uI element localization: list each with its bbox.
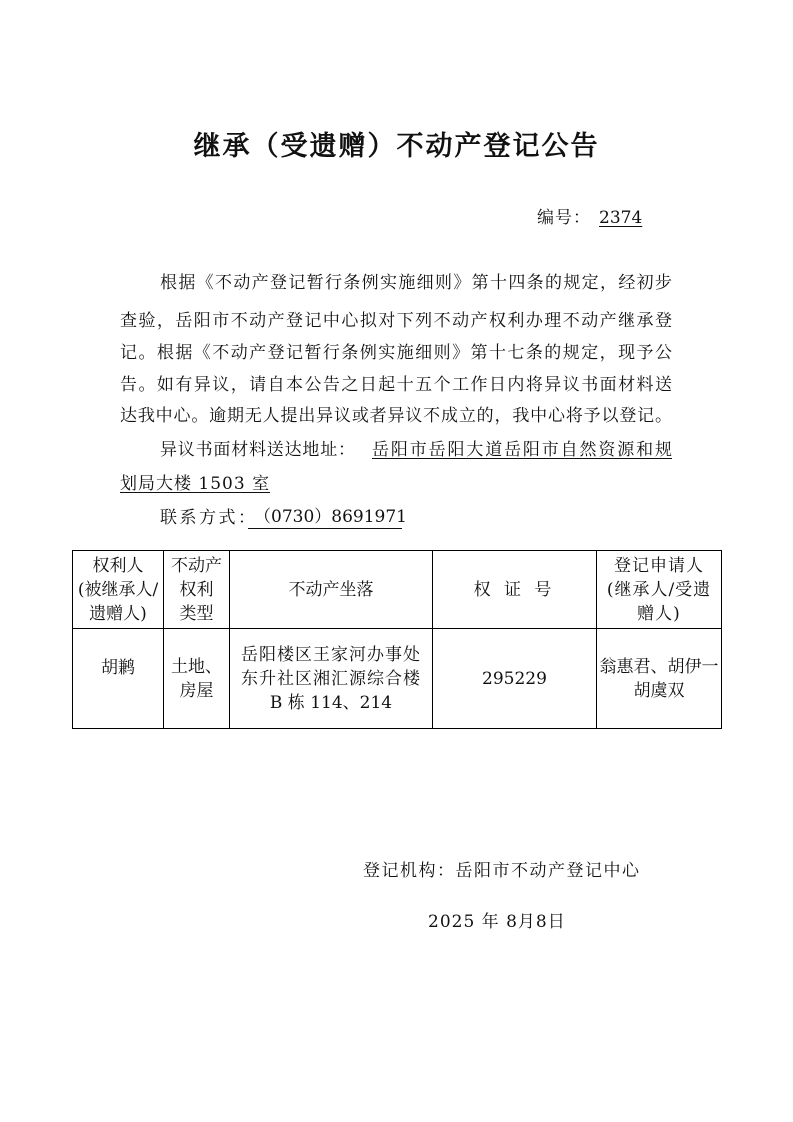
- applicants-line: 翁惠君、胡伊一: [599, 656, 719, 677]
- header-line: 赠人): [637, 603, 681, 624]
- address-label: 异议书面材料送达地址：: [160, 440, 356, 460]
- body-line-4: 告。如有异议，请自本公告之日起十五个工作日内将异议书面材料送: [120, 375, 672, 395]
- body-line-1: 根据《不动产登记暂行条例实施细则》第十四条的规定，经初步: [160, 273, 672, 293]
- header-line: 类型: [179, 603, 214, 624]
- location-line: B 栋 114、214: [269, 692, 393, 713]
- body-line-3: 记。根据《不动产登记暂行条例实施细则》第十七条的规定，现予公: [120, 343, 672, 363]
- location-line: 岳阳楼区王家河办事处: [241, 644, 421, 665]
- notice-title: 继承（受遗赠）不动产登记公告: [193, 131, 600, 162]
- header-line: 不动产坐落: [288, 579, 374, 600]
- registration-table: [72, 550, 722, 729]
- applicants-line: 胡虞双: [633, 680, 685, 701]
- header-right-holder: [73, 551, 164, 629]
- table-row: [73, 629, 722, 729]
- serial-label: 编号：: [537, 208, 591, 228]
- header-line: 权利: [179, 579, 214, 600]
- header-location: [230, 551, 433, 629]
- header-right-type: [164, 551, 230, 629]
- serial-number: 2374: [599, 208, 643, 228]
- cell-certificate-no: [433, 629, 597, 729]
- certificate-number: 295229: [482, 668, 547, 689]
- right-type-line: 房屋: [179, 680, 214, 701]
- registration-agency: 登记机构：岳阳市不动产登记中心: [363, 861, 641, 881]
- cell-applicants: [597, 629, 722, 729]
- body-line-5: 达我中心。逾期无人提出异议或者异议不成立的，我中心将予以登记。: [120, 406, 672, 426]
- header-applicants: [597, 551, 722, 629]
- location-line: 东升社区湘汇源综合楼: [241, 668, 421, 689]
- right-type-line: 土地、: [171, 656, 222, 677]
- header-line: 权 证 号: [473, 579, 556, 600]
- contact-phone: （0730）8691971: [248, 506, 402, 529]
- header-line: (继承人/受遗: [606, 579, 712, 600]
- address-line-1: 岳阳市岳阳大道岳阳市自然资源和规: [372, 440, 672, 460]
- table-header-row: [73, 551, 722, 629]
- cell-right-type: [164, 629, 230, 729]
- header-line: 权利人: [92, 555, 144, 576]
- header-certificate-no: [433, 551, 597, 629]
- address-line-2: 划局大楼 1503 室: [120, 474, 271, 494]
- cell-right-holder: [73, 629, 164, 729]
- contact-label: 联系方式：: [160, 508, 258, 528]
- header-line: 遗赠人): [89, 603, 147, 624]
- notice-date: 2025 年 8月8日: [428, 912, 566, 932]
- header-line: 不动产: [171, 555, 222, 576]
- right-holder-name: 胡鹣: [101, 657, 135, 678]
- body-line-2: 查验，岳阳市不动产登记中心拟对下列不动产权利办理不动产继承登: [120, 311, 672, 331]
- header-line: 登记申请人: [614, 555, 704, 576]
- header-line: (被继承人/: [77, 579, 159, 600]
- cell-location: [230, 629, 433, 729]
